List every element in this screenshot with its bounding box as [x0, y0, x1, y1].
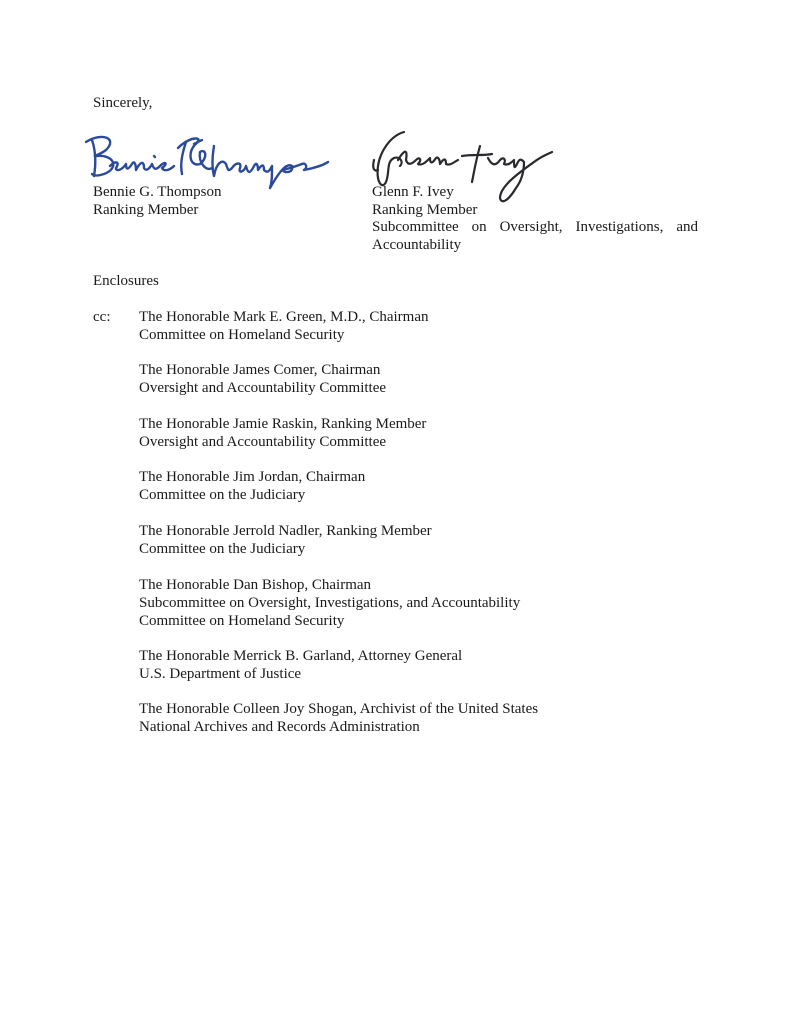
enclosures-label: Enclosures: [93, 273, 159, 289]
cc-recipient-org: U.S. Department of Justice: [139, 666, 302, 682]
cc-recipient-name: The Honorable James Comer, Chairman: [139, 362, 381, 378]
cc-recipient-name: The Honorable Jim Jordan, Chairman: [139, 469, 366, 485]
cc-recipient: [139, 415, 426, 451]
cc-recipient: [139, 522, 432, 558]
cc-recipient-org: Committee on Homeland Security: [139, 327, 345, 343]
cc-recipient: [139, 576, 520, 630]
cc-recipient-name: The Honorable Colleen Joy Shogan, Archivist of the United States: [139, 701, 539, 717]
cc-recipient: [139, 361, 386, 397]
cc-recipient-name: The Honorable Jerrold Nadler, Ranking Member: [139, 523, 432, 539]
cc-recipient-org: Subcommittee on Oversight, Investigations, and Accountability: [139, 595, 521, 611]
cc-label: cc:: [93, 309, 111, 325]
cc-recipient: [139, 700, 538, 736]
cc-recipient: [139, 308, 429, 344]
signer-name: Bennie G. Thompson: [93, 184, 222, 200]
cc-recipient-name: The Honorable Jamie Raskin, Ranking Member: [139, 416, 427, 432]
cc-recipient-name: The Honorable Merrick B. Garland, Attorney General: [139, 648, 463, 664]
signer-subtitle-continued: Accountability: [372, 237, 462, 253]
signature-thompson-image: [82, 128, 332, 190]
cc-recipient: [139, 647, 462, 683]
signer-subtitle: Subcommittee on Oversight, Investigations, and: [372, 219, 698, 235]
signer-title: Ranking Member: [93, 202, 199, 218]
signer-name: Glenn F. Ivey: [372, 184, 454, 200]
cc-recipient-org-secondary: Committee on Homeland Security: [139, 613, 345, 629]
cc-recipient-org: Oversight and Accountability Committee: [139, 434, 387, 450]
cc-recipient-org: Committee on the Judiciary: [139, 541, 306, 557]
cc-recipient-org: Committee on the Judiciary: [139, 487, 306, 503]
cc-recipient-org: National Archives and Records Administration: [139, 719, 420, 735]
cc-recipient-org: Oversight and Accountability Committee: [139, 380, 387, 396]
cc-recipient-name: The Honorable Dan Bishop, Chairman: [139, 577, 372, 593]
cc-recipient: [139, 468, 365, 504]
cc-recipient-name: The Honorable Mark E. Green, M.D., Chairman: [139, 309, 429, 325]
closing-salutation: Sincerely,: [93, 95, 153, 111]
signer-title: Ranking Member: [372, 202, 478, 218]
